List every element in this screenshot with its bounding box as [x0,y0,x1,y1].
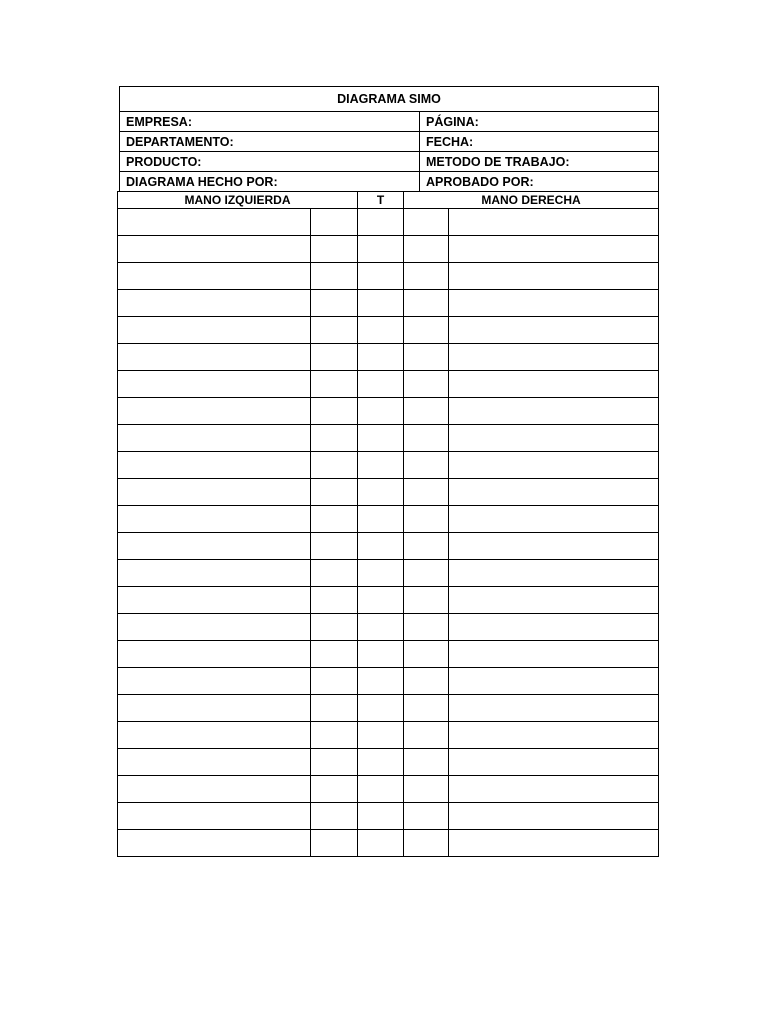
grid-row [118,317,659,344]
left-description-cell[interactable] [118,641,311,668]
left-description-cell[interactable] [118,533,311,560]
left-symbol-cell[interactable] [311,587,358,614]
time-cell[interactable] [358,506,404,533]
t-header: T [358,192,404,209]
hecho-por-field[interactable]: DIAGRAMA HECHO POR: [120,172,420,192]
right-description-cell[interactable] [449,776,659,803]
grid-row [118,722,659,749]
right-description-cell[interactable] [449,506,659,533]
left-symbol-cell[interactable] [311,776,358,803]
right-symbol-cell[interactable] [404,290,449,317]
left-symbol-cell[interactable] [311,209,358,236]
left-symbol-cell[interactable] [311,830,358,857]
left-description-cell[interactable] [118,803,311,830]
left-description-cell[interactable] [118,209,311,236]
right-description-cell[interactable] [449,317,659,344]
right-symbol-cell[interactable] [404,209,449,236]
left-description-cell[interactable] [118,668,311,695]
grid-row [118,425,659,452]
grid-row [118,479,659,506]
left-symbol-cell[interactable] [311,803,358,830]
right-symbol-cell[interactable] [404,344,449,371]
header-row-3 [120,152,659,172]
left-symbol-cell[interactable] [311,506,358,533]
empresa-field[interactable]: EMPRESA: [120,112,420,132]
right-description-cell[interactable] [449,722,659,749]
grid-body [118,209,659,857]
simo-grid-table [117,191,659,857]
time-cell[interactable] [358,209,404,236]
right-description-cell[interactable] [449,560,659,587]
right-symbol-cell[interactable] [404,425,449,452]
time-cell[interactable] [358,236,404,263]
right-description-cell[interactable] [449,263,659,290]
left-symbol-cell[interactable] [311,560,358,587]
grid-row [118,398,659,425]
time-cell[interactable] [358,722,404,749]
right-symbol-cell[interactable] [404,722,449,749]
pagina-field[interactable]: PÁGINA: [420,112,659,132]
grid-row [118,236,659,263]
time-cell[interactable] [358,371,404,398]
form-header-table [119,86,659,192]
left-description-cell[interactable] [118,560,311,587]
left-symbol-cell[interactable] [311,695,358,722]
left-symbol-cell[interactable] [311,344,358,371]
left-symbol-cell[interactable] [311,371,358,398]
grid-row [118,749,659,776]
grid-header-row [118,192,659,209]
time-cell[interactable] [358,452,404,479]
departamento-field[interactable]: DEPARTAMENTO: [120,132,420,152]
grid-row [118,452,659,479]
right-symbol-cell[interactable] [404,614,449,641]
right-description-cell[interactable] [449,479,659,506]
left-description-cell[interactable] [118,506,311,533]
header-row-2 [120,132,659,152]
left-description-cell[interactable] [118,749,311,776]
time-cell[interactable] [358,749,404,776]
left-symbol-cell[interactable] [311,290,358,317]
time-cell[interactable] [358,614,404,641]
metodo-field[interactable]: METODO DE TRABAJO: [420,152,659,172]
right-symbol-cell[interactable] [404,749,449,776]
left-symbol-cell[interactable] [311,533,358,560]
right-description-cell[interactable] [449,587,659,614]
grid-row [118,614,659,641]
right-symbol-cell[interactable] [404,533,449,560]
right-description-cell[interactable] [449,641,659,668]
right-description-cell[interactable] [449,425,659,452]
right-description-cell[interactable] [449,371,659,398]
right-symbol-cell[interactable] [404,479,449,506]
left-symbol-cell[interactable] [311,236,358,263]
left-description-cell[interactable] [118,236,311,263]
time-cell[interactable] [358,830,404,857]
grid-row [118,776,659,803]
left-symbol-cell[interactable] [311,398,358,425]
right-symbol-cell[interactable] [404,560,449,587]
right-description-cell[interactable] [449,614,659,641]
left-symbol-cell[interactable] [311,749,358,776]
left-description-cell[interactable] [118,344,311,371]
right-description-cell[interactable] [449,830,659,857]
time-cell[interactable] [358,290,404,317]
right-description-cell[interactable] [449,668,659,695]
grid-row [118,641,659,668]
grid-row [118,587,659,614]
time-cell[interactable] [358,695,404,722]
time-cell[interactable] [358,263,404,290]
right-description-cell[interactable] [449,236,659,263]
right-description-cell[interactable] [449,290,659,317]
right-description-cell[interactable] [449,209,659,236]
header-row-4 [120,172,659,192]
producto-field[interactable]: PRODUCTO: [120,152,420,172]
time-cell[interactable] [358,776,404,803]
time-cell[interactable] [358,398,404,425]
left-description-cell[interactable] [118,587,311,614]
mano-izquierda-header: MANO IZQUIERDA [118,192,358,209]
left-symbol-cell[interactable] [311,668,358,695]
header-row-1 [120,112,659,132]
time-cell[interactable] [358,668,404,695]
left-description-cell[interactable] [118,722,311,749]
left-description-cell[interactable] [118,317,311,344]
document-title: DIAGRAMA SIMO [120,87,659,112]
right-description-cell[interactable] [449,533,659,560]
right-symbol-cell[interactable] [404,587,449,614]
left-symbol-cell[interactable] [311,452,358,479]
left-symbol-cell[interactable] [311,425,358,452]
time-cell[interactable] [358,587,404,614]
left-description-cell[interactable] [118,398,311,425]
grid-row [118,695,659,722]
right-symbol-cell[interactable] [404,371,449,398]
left-description-cell[interactable] [118,371,311,398]
grid-row [118,263,659,290]
left-symbol-cell[interactable] [311,479,358,506]
time-cell[interactable] [358,641,404,668]
right-description-cell[interactable] [449,803,659,830]
right-symbol-cell[interactable] [404,506,449,533]
time-cell[interactable] [358,533,404,560]
left-description-cell[interactable] [118,776,311,803]
right-description-cell[interactable] [449,749,659,776]
time-cell[interactable] [358,317,404,344]
left-symbol-cell[interactable] [311,722,358,749]
right-symbol-cell[interactable] [404,668,449,695]
left-description-cell[interactable] [118,695,311,722]
time-cell[interactable] [358,479,404,506]
grid-row [118,506,659,533]
right-symbol-cell[interactable] [404,695,449,722]
left-description-cell[interactable] [118,479,311,506]
right-description-cell[interactable] [449,695,659,722]
left-symbol-cell[interactable] [311,614,358,641]
left-description-cell[interactable] [118,290,311,317]
left-description-cell[interactable] [118,614,311,641]
grid-row [118,209,659,236]
right-description-cell[interactable] [449,398,659,425]
grid-row [118,803,659,830]
right-symbol-cell[interactable] [404,317,449,344]
time-cell[interactable] [358,425,404,452]
left-symbol-cell[interactable] [311,317,358,344]
time-cell[interactable] [358,803,404,830]
left-description-cell[interactable] [118,425,311,452]
grid-row [118,668,659,695]
grid-row [118,290,659,317]
grid-row [118,371,659,398]
grid-row [118,560,659,587]
right-description-cell[interactable] [449,452,659,479]
grid-row [118,533,659,560]
right-description-cell[interactable] [449,344,659,371]
left-symbol-cell[interactable] [311,641,358,668]
right-symbol-cell[interactable] [404,641,449,668]
left-description-cell[interactable] [118,263,311,290]
aprobado-por-field[interactable]: APROBADO POR: [420,172,659,192]
grid-row [118,344,659,371]
mano-derecha-header: MANO DERECHA [404,192,659,209]
right-symbol-cell[interactable] [404,830,449,857]
time-cell[interactable] [358,560,404,587]
fecha-field[interactable]: FECHA: [420,132,659,152]
simo-diagram-form [117,86,658,857]
title-row [120,87,659,112]
grid-row [118,830,659,857]
left-description-cell[interactable] [118,452,311,479]
right-symbol-cell[interactable] [404,776,449,803]
left-symbol-cell[interactable] [311,263,358,290]
right-symbol-cell[interactable] [404,452,449,479]
right-symbol-cell[interactable] [404,398,449,425]
time-cell[interactable] [358,344,404,371]
right-symbol-cell[interactable] [404,236,449,263]
right-symbol-cell[interactable] [404,263,449,290]
right-symbol-cell[interactable] [404,803,449,830]
left-description-cell[interactable] [118,830,311,857]
